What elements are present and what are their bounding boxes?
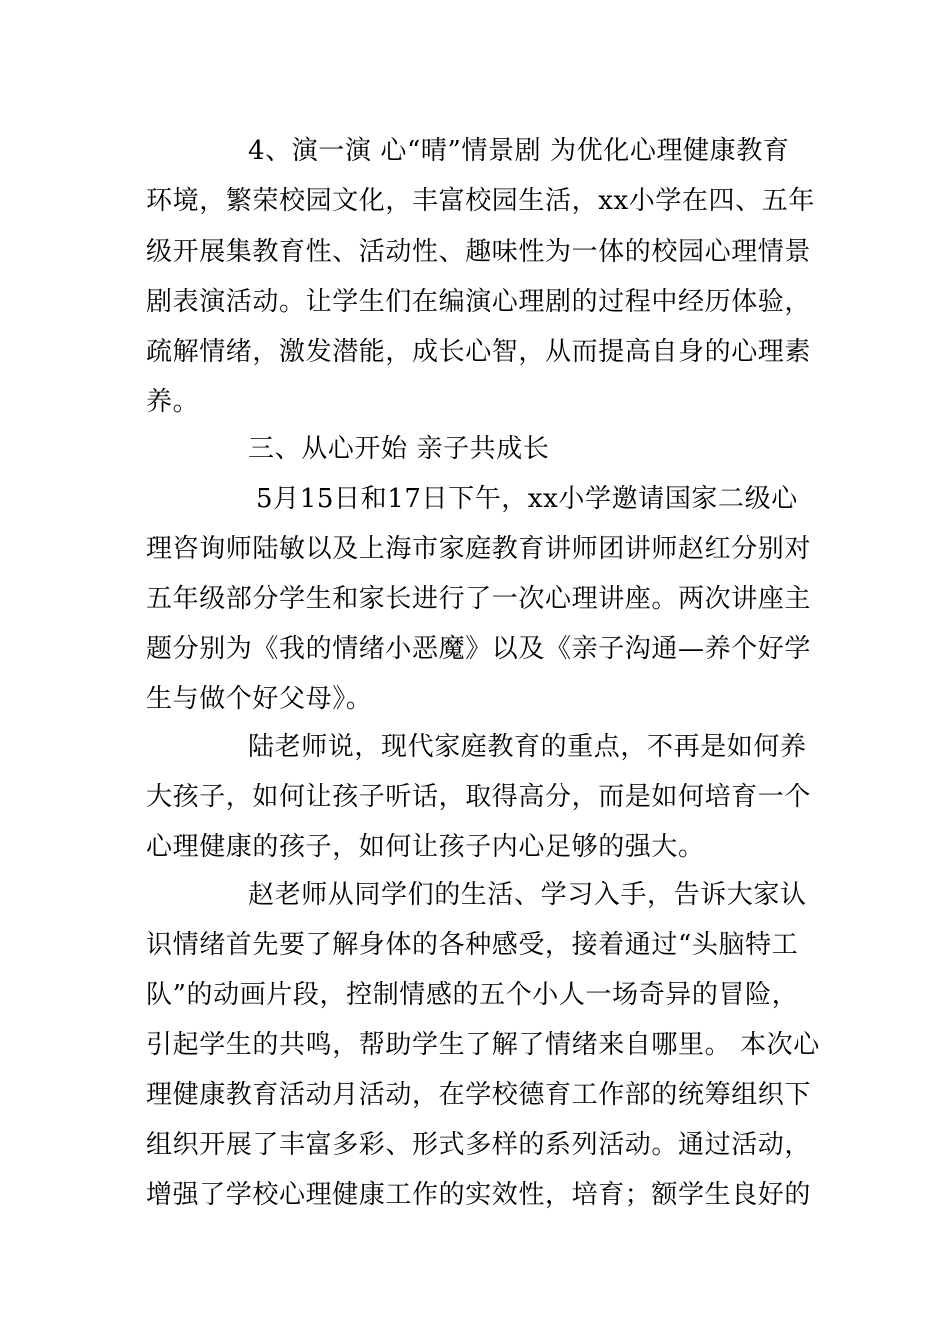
text-line: 5月15日和17日下午，xx小学邀请国家二级心 <box>256 484 798 514</box>
text-line: 生与做个好父母》。 <box>146 684 373 714</box>
text-line: 五年级部分学生和家长进行了一次心理讲座。两次讲座主 <box>146 584 812 614</box>
text-line: 理咨询师陆敏以及上海市家庭教育讲师团讲师赵红分别对 <box>146 534 812 564</box>
text-line: 大孩子，如何让孩子听话，取得高分，而是如何培育一个 <box>146 782 812 812</box>
text-line: 疏解情绪，激发潜能，成长心智，从而提高自身的心理素 <box>146 337 812 367</box>
text-line: 环境，繁荣校园文化，丰富校园生活，xx小学在四、五年 <box>146 186 815 216</box>
text-line: 题分别为《我的情绪小恶魔》以及《亲子沟通—养个好学 <box>146 634 812 664</box>
text-line: 剧表演活动。让学生们在编演心理剧的过程中经历体验， <box>146 287 812 317</box>
text-line: 组织开展了丰富多彩、形式多样的系列活动。通过活动， <box>146 1130 812 1160</box>
text-line: 识情绪首先要了解身体的各种感受，接着通过“头脑特工 <box>146 930 799 960</box>
text-line: 赵老师从同学们的生活、学习入手，告诉大家认 <box>248 880 807 910</box>
text-line: 队”的动画片段，控制情感的五个小人一场奇异的冒险， <box>146 980 799 1010</box>
text-line: 养。 <box>146 387 200 417</box>
text-line: 级开展集教育性、活动性、趣味性为一体的校园心理情景 <box>146 237 812 267</box>
text-line: 理健康教育活动月活动，在学校德育工作部的统筹组织下 <box>146 1080 812 1110</box>
text-line: 引起学生的共鸣，帮助学生了解了情绪来自哪里。 本次心 <box>146 1030 820 1060</box>
text-line: 陆老师说，现代家庭教育的重点，不再是如何养 <box>248 732 807 762</box>
text-line: 增强了学校心理健康工作的实效性，培育；额学生良好的 <box>146 1180 812 1210</box>
text-line: 心理健康的孩子，如何让孩子内心足够的强大。 <box>146 832 705 862</box>
section-heading: 三、从心开始 亲子共成长 <box>248 434 550 464</box>
text-line: 4、演一演 心“晴”情景剧 为优化心理健康教育 <box>248 136 790 166</box>
